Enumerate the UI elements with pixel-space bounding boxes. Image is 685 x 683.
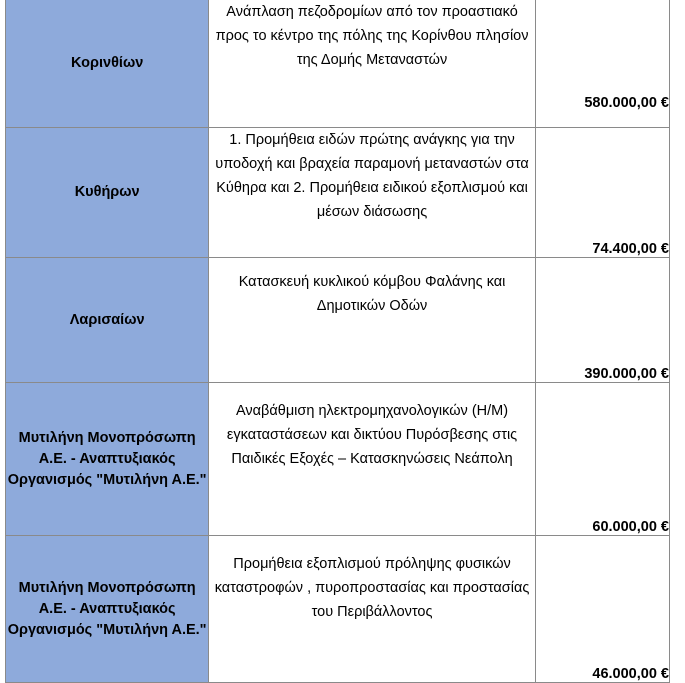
table-row [6,0,670,128]
recipient-cell: Κυθήρων [6,128,209,258]
project-cell: 1. Προμήθεια ειδών πρώτης ανάγκης για την υποδοχή και βραχεία παραμονή μεταναστών στα Κύθηρα και 2. Προμήθεια ειδικού εξοπλισμού και μέσων διάσωσης [209,128,535,258]
amount-cell: 74.400,00 € [535,128,669,258]
recipient-cell: Μυτιλήνη Μονοπρόσωπη Α.Ε. - Αναπτυξιακός Οργανισμός "Μυτιλήνη Α.Ε." [6,536,209,683]
project-cell: Αναβάθμιση ηλεκτρομηχανολογικών (Η/Μ) εγκαταστάσεων και δικτύου Πυρόσβεσης στις Παιδικές Εξοχές – Κατασκηνώσεις Νεάπολη [209,383,535,536]
project-cell: Ανάπλαση πεζοδρομίων από τον προαστιακό προς το κέντρο της πόλης της Κορίνθου πλησίον της Δομής Μεταναστών [209,0,535,128]
amount-cell: 580.000,00 € [535,0,669,128]
table-row [6,383,670,536]
table-row [6,536,670,683]
table-row [6,258,670,383]
recipient-cell: Κορινθίων [6,0,209,128]
amount-cell: 60.000,00 € [535,383,669,536]
project-cell: Προμήθεια εξοπλισμού πρόληψης φυσικών καταστροφών , πυροπροστασίας και προστασίας του Περιβάλλοντος [209,536,535,683]
project-cell: Κατασκευή κυκλικού κόμβου Φαλάνης και Δημοτικών Οδών [209,258,535,383]
recipient-cell: Λαρισαίων [6,258,209,383]
recipient-cell: Μυτιλήνη Μονοπρόσωπη Α.Ε. - Αναπτυξιακός Οργανισμός "Μυτιλήνη Α.Ε." [6,383,209,536]
amount-cell: 390.000,00 € [535,258,669,383]
amount-cell: 46.000,00 € [535,536,669,683]
funding-table [5,0,670,683]
table-row [6,128,670,258]
